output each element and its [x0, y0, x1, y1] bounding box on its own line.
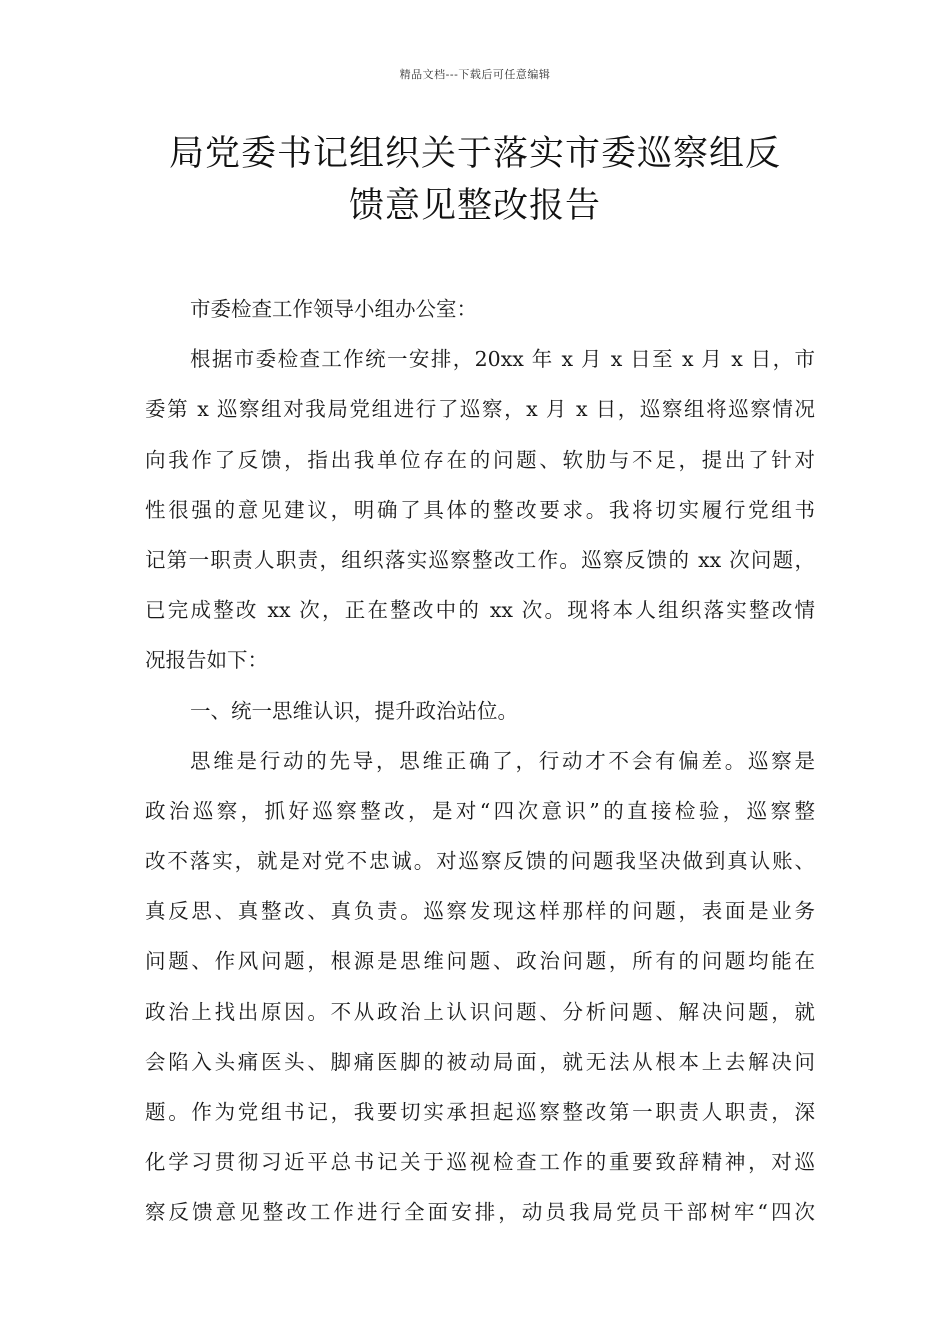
- body-line: 思维是行动的先导，思维正确了，行动才不会有偏差。巡察是: [190, 748, 815, 773]
- body-line: 改不落实，就是对党不忠诚。对巡察反馈的问题我坚决做到真认账、: [145, 849, 815, 874]
- body-line: 会陷入头痛医头、脚痛医脚的被动局面，就无法从根本上去解决问: [145, 1049, 815, 1074]
- body-line: 问题、作风问题，根源是思维问题、政治问题，所有的问题均能在: [145, 949, 815, 974]
- body-line: 性很强的意见建议，明确了具体的整改要求。我将切实履行党组书: [145, 497, 815, 522]
- title-line-1: 局党委书记组织关于落实市委巡察组反: [168, 134, 781, 174]
- section-heading: 一、统一思维认识，提升政治站位。: [190, 698, 518, 723]
- body-line: 察反馈意见整改工作进行全面安排，动员我局党员干部树牢“四次: [145, 1200, 815, 1225]
- body-line: 记第一职责人职责，组织落实巡察整改工作。巡察反馈的 xx 次问题，: [145, 547, 815, 572]
- title-line-2: 馈意见整改报告: [348, 186, 601, 226]
- body-line: 委第 x 巡察组对我局党组进行了巡察，x 月 x 日，巡察组将巡察情况: [145, 397, 815, 422]
- header-note: 精品文档---下载后可任意编辑: [399, 68, 551, 81]
- document-title: [120, 128, 830, 232]
- body-line: 真反思、真整改、真负责。巡察发现这样那样的问题，表面是业务: [145, 899, 815, 924]
- body-line: 根据市委检查工作统一安排，20xx 年 x 月 x 日至 x 月 x 日，市: [190, 347, 815, 372]
- body-line: 化学习贯彻习近平总书记关于巡视检查工作的重要致辞精神，对巡: [145, 1150, 815, 1175]
- body-line: 政治巡察，抓好巡察整改，是对“四次意识”的直接检验，巡察整: [145, 798, 815, 823]
- body-line: 已完成整改 xx 次，正在整改中的 xx 次。现将本人组织落实整改情: [145, 598, 815, 623]
- body-line: 况报告如下：: [145, 648, 268, 673]
- salutation: 市委检查工作领导小组办公室：: [190, 297, 477, 321]
- body-line: 向我作了反馈，指出我单位存在的问题、软肋与不足，提出了针对: [145, 447, 815, 472]
- document-body: [145, 284, 815, 1238]
- body-line: 题。作为党组书记，我要切实承担起巡察整改第一职责人职责，深: [145, 1100, 815, 1124]
- body-line: 政治上找出原因。不从政治上认识问题、分析问题、解决问题，就: [145, 999, 815, 1024]
